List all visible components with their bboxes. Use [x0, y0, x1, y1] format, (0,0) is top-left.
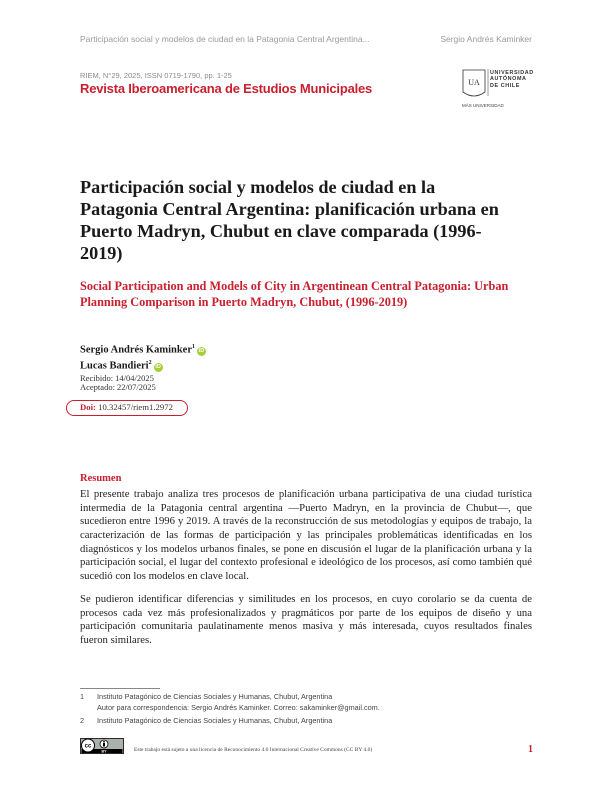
license-text: Este trabajo está sujeto a una licencia de Reconocimiento 4.0 Internacional Creative Commons (CC BY 4.0)	[134, 747, 373, 753]
university-name	[490, 70, 534, 89]
author-footnote-ref[interactable]: 2	[148, 360, 152, 366]
author	[80, 360, 163, 372]
university-name-line: DE CHILE	[490, 82, 520, 89]
author-name: Lucas Bandieri	[80, 360, 149, 372]
doi[interactable]	[80, 402, 173, 412]
cc-license-icon[interactable]	[80, 738, 124, 754]
journal-meta: RIEM, N°29, 2025, ISSN 0719-1790, pp. 1-25	[80, 71, 232, 80]
cc-label: cc	[84, 743, 92, 750]
university-name-line: UNIVERSIDAD	[490, 70, 534, 76]
journal-name: Revista Iberoamericana de Estudios Municipales	[80, 81, 373, 96]
footnote-number: 1	[80, 692, 85, 701]
university-tagline: MÁS UNIVERSIDAD	[462, 103, 504, 108]
abstract-paragraph: El presente trabajo analiza tres procesos de planificación urbana participativa de una ciudad turística intermedia de la Patagonia central argentina —Puerto Madryn, en la provincia de Chubut—, que sucedieron entre 1996 y 2019. A través de la reconstrucción de sus metodologías y equipos de trabajo, la caracterización de las formas de participación y las principales problemáticas identificadas en los diagnósticos y los modelos urbanos finales, se pone en discusión el lugar de la planificación urbana y la participación social, el lugar del contexto profesional e ideológico de los procesos, así como también qué sucedió con los modelos en clave local.	[80, 488, 532, 582]
footnote-text: Instituto Patagónico de Ciencias Sociales y Humanas, Chubut, Argentina	[97, 716, 333, 725]
running-title: Participación social y modelos de ciudad en la Patagonia Central Argentina...	[80, 34, 370, 44]
article-subtitle: Social Participation and Models of City in Argentinean Central Patagonia: Urban Planning Comparison in Puerto Madryn, Chubut, (1996-2019)	[80, 279, 509, 309]
author	[80, 344, 206, 356]
accepted-date: Aceptado: 22/07/2025	[80, 382, 156, 392]
orcid-icon[interactable]: iD	[155, 363, 161, 370]
cc-by-label: BY	[101, 749, 107, 754]
footnote-divider	[80, 688, 160, 689]
footnote-number: 2	[80, 716, 85, 725]
doi-value[interactable]: 10.32457/riem1.2972	[98, 402, 173, 412]
footnote-text: Instituto Patagónico de Ciencias Sociales y Humanas, Chubut, Argentina	[97, 692, 333, 701]
running-author: Sergio Andrés Kaminker	[440, 34, 532, 44]
university-seal-icon	[463, 70, 485, 96]
seal-text: UA	[468, 78, 480, 87]
author-name: Sergio Andrés Kaminker	[80, 344, 192, 356]
orcid-icon[interactable]: iD	[198, 347, 205, 354]
doi-label: Doi:	[80, 402, 96, 412]
footnote-text: Autor para correspondencia: Sergio Andrés Kaminker. Correo: sakaminker@gmail.com.	[97, 703, 380, 712]
university-name-line: AUTÓNOMA	[490, 76, 527, 83]
abstract-heading: Resumen	[80, 473, 122, 484]
author-footnote-ref[interactable]: 1	[192, 344, 195, 350]
abstract-paragraph: Se pudieron identificar diferencias y similitudes en los procesos, en cuyo corolario se da cuenta de procesos cada vez más profesionalizados y pragmáticos por parte de los equipos de diseño y una participación comunitaria paulatinamente menos masiva y más interesada, cuyos resultados finales fueron similares.	[80, 593, 532, 646]
article-title: Participación social y modelos de ciudad en la Patagonia Central Argentina: planificación urbana en Puerto Madryn, Chubut en clave comparada (1996-2019)	[80, 177, 499, 263]
received-date: Recibido: 14/04/2025	[80, 373, 154, 383]
page-number: 1	[528, 744, 533, 755]
